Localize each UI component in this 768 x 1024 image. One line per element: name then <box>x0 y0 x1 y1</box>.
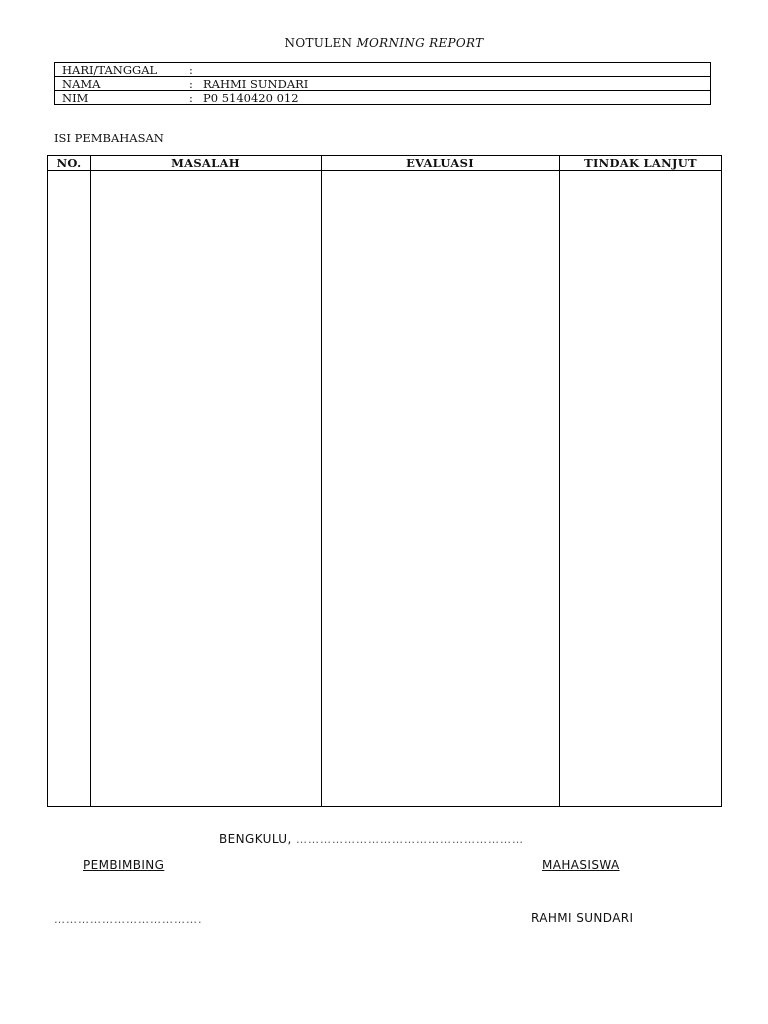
info-colon: : <box>189 91 193 105</box>
info-row-nim <box>55 91 710 105</box>
info-value: P0 5140420 012 <box>203 91 299 105</box>
supervisor-label: PEMBIMBING <box>83 858 165 872</box>
document-title <box>0 36 768 50</box>
header-evaluasi: EVALUASI <box>406 156 474 170</box>
title-prefix: NOTULEN <box>284 36 353 50</box>
info-box <box>54 62 711 105</box>
title-italic: MORNING REPORT <box>356 36 484 50</box>
section-label: ISI PEMBAHASAN <box>54 131 164 145</box>
info-colon: : <box>189 63 193 77</box>
info-row-date <box>55 63 710 77</box>
cell-evaluasi[interactable] <box>322 171 559 806</box>
discussion-table <box>47 155 722 807</box>
date-dots: ………………………………………………… <box>295 833 524 846</box>
info-colon: : <box>189 77 193 91</box>
cell-masalah[interactable] <box>91 171 321 806</box>
header-masalah: MASALAH <box>171 156 240 170</box>
info-row-name <box>55 77 710 91</box>
info-label: NIM <box>62 91 89 105</box>
table-header <box>48 156 721 171</box>
supervisor-signature-dots: ………………………………. <box>54 913 203 926</box>
student-name: RAHMI SUNDARI <box>531 911 634 925</box>
cell-tindak-lanjut[interactable] <box>560 171 721 806</box>
cell-no[interactable] <box>48 171 90 806</box>
info-label: HARI/TANGGAL <box>62 63 158 77</box>
city-label: BENGKULU, <box>219 832 292 846</box>
header-no: NO. <box>56 156 82 170</box>
info-value: RAHMI SUNDARI <box>203 77 309 91</box>
header-tindak-lanjut: TINDAK LANJUT <box>584 156 697 170</box>
place-date-line <box>219 832 524 846</box>
student-label: MAHASISWA <box>542 858 620 872</box>
info-label: NAMA <box>62 77 101 91</box>
